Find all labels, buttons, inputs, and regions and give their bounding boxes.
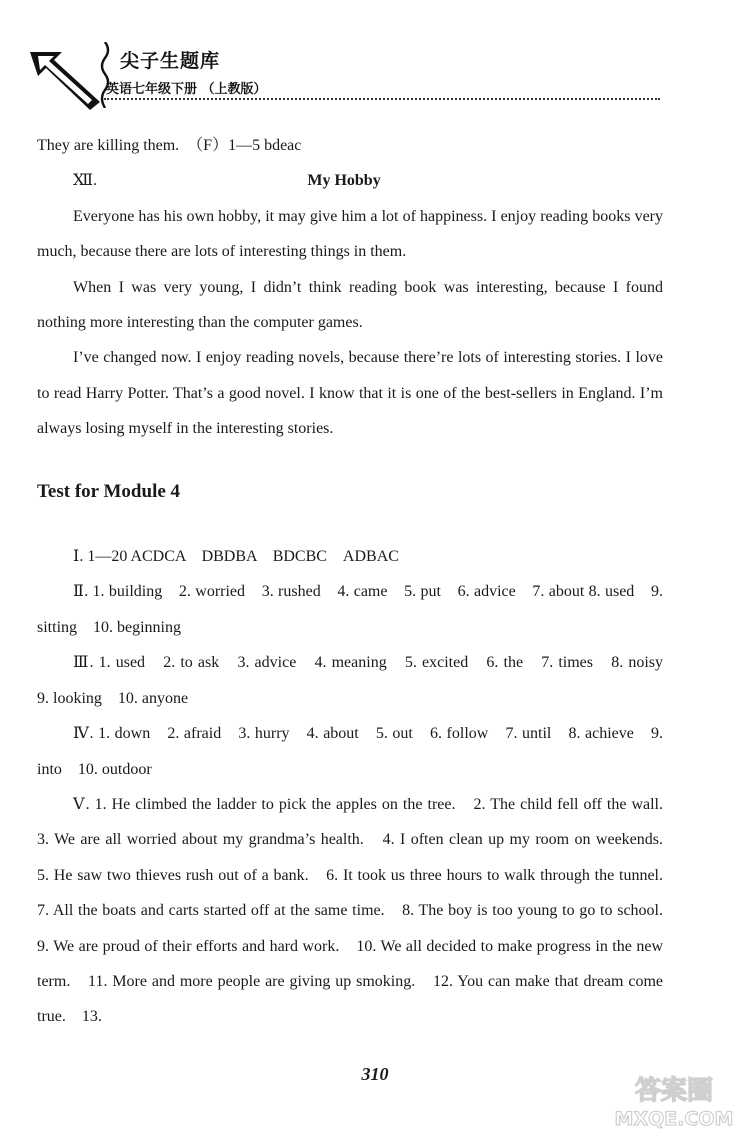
watermark-text-cn: 答案圈 [634, 1076, 714, 1106]
section-number: Ⅻ. [73, 172, 98, 190]
header-dotted-rule [104, 98, 660, 100]
essay-heading [37, 163, 663, 198]
test-title: Test for Module 4 [37, 480, 181, 502]
answer-section-3: Ⅲ. 1. used 2. to ask 3. advice 4. meaning 5. excited 6. the 7. times 8. noisy 9. looking 10. anyone [37, 654, 680, 707]
page-header [28, 42, 668, 112]
essay-paragraph-3: I’ve changed now. I enjoy reading novels, because there’re lots of interesting stories. I love to read Harry Potter. That’s a good novel. I know that it is one of the best-sellers in England. I’m always losing myself in the interesting stories. [37, 349, 663, 438]
watermark-text-url: MXQE.COM [614, 1108, 734, 1130]
arrow-logo-icon [28, 48, 102, 112]
essay-paragraph-1: Everyone has his own hobby, it may give him a lot of happiness. I enjoy reading books very much, because there are lots of interesting things in them. [37, 207, 663, 261]
watermark-logo-icon [604, 1069, 744, 1131]
book-title: 尖子生题库 [120, 50, 221, 72]
answer-section-5: Ⅴ. 1. He climbed the ladder to pick the apples on the tree. 2. The child fell off the wall. 3. We are all worried about my grandma’s health. 4. I often clean up my room on weekends. 5. He saw two thieves rush out of a bank. 6. It took us three hours to walk through the tunnel. 7. All the boats and carts started off at the same time. 8. The boy is too young to go to school. 9. We are proud of their efforts and hard work. 10. We all decided to make progress in the new term. 11. More and more people are giving up smoking. 12. You can make that dream come true. 13. [37, 795, 680, 1026]
answer-section-1: Ⅰ. 1—20 ACDCA DBDBA BDCBC ADBAC [73, 548, 399, 566]
answer-section-2: Ⅱ. 1. building 2. worried 3. rushed 4. came 5. put 6. advice 7. about 8. used 9. sitting 10. beginning [37, 583, 663, 636]
page-content [37, 128, 680, 1035]
essay-title: My Hobby [307, 172, 381, 190]
page-number: 310 [361, 1064, 389, 1084]
essay-paragraph-2: When I was very young, I didn’t think reading book was interesting, because I found nothing more interesting than the computer games. [37, 278, 663, 332]
book-subtitle: 英语七年级下册 （上教版） [106, 82, 267, 97]
answer-section-4: Ⅳ. 1. down 2. afraid 3. hurry 4. about 5. out 6. follow 7. until 8. achieve 9. into 10. outdoor [37, 725, 663, 778]
answer-line-f: They are killing them. （F）1—5 bdeac [37, 137, 302, 154]
